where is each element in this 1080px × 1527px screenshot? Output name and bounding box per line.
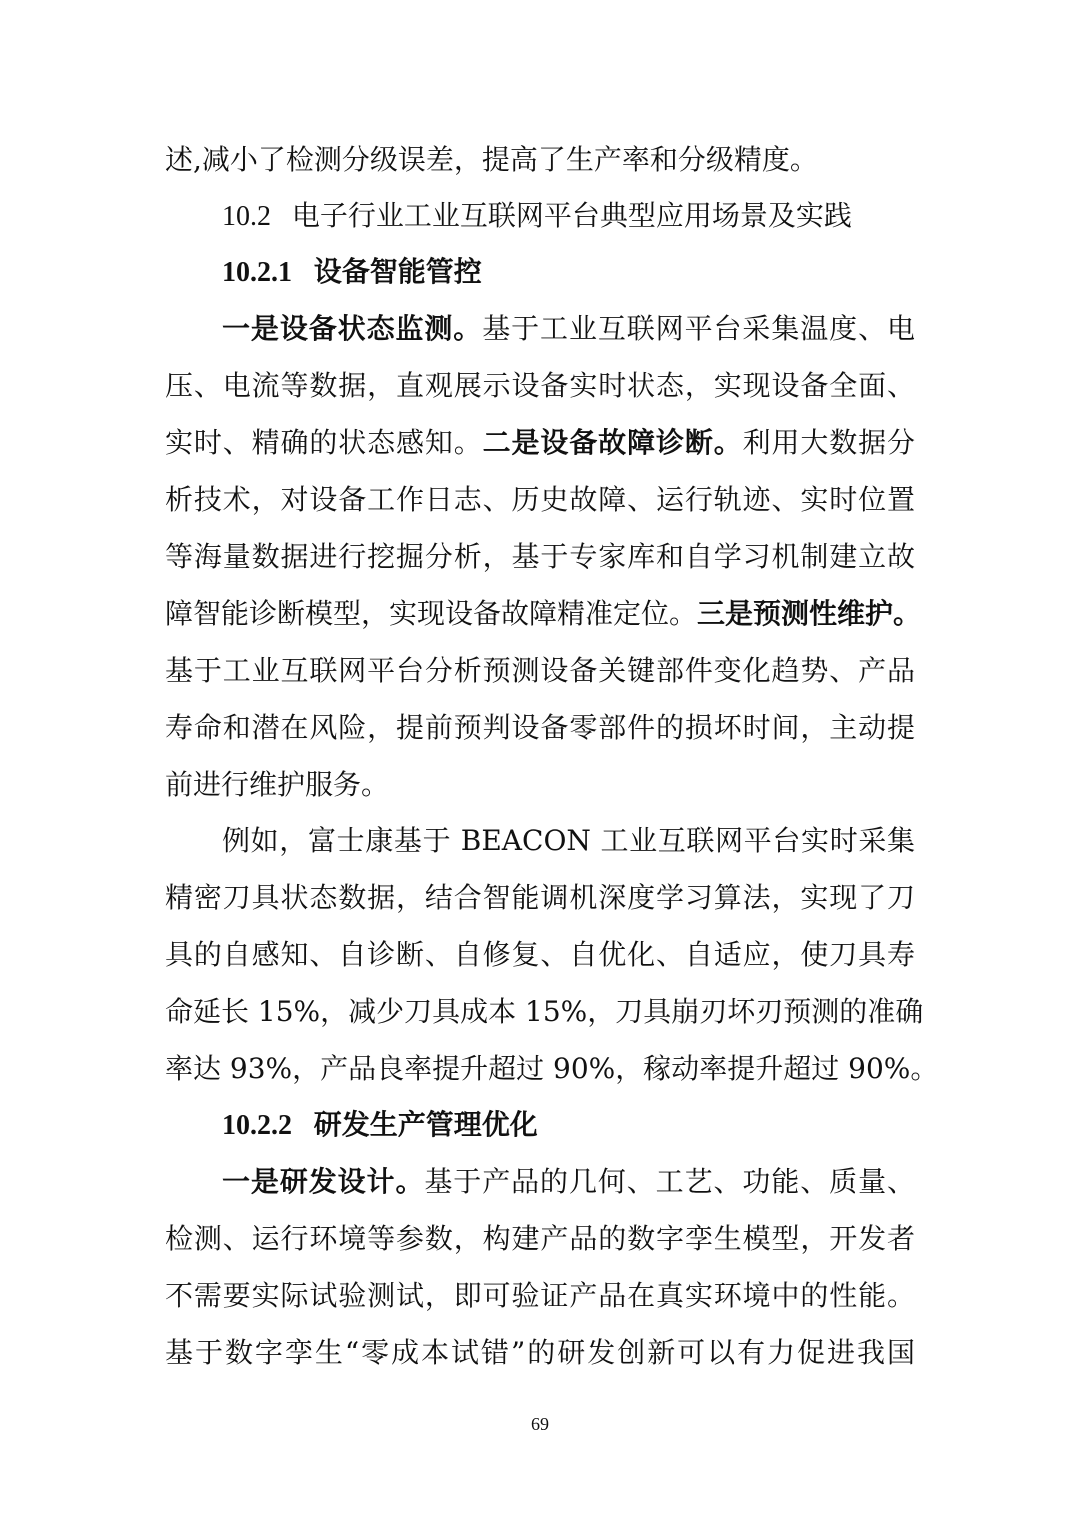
body-text: 压、电流等数据，直观展示设备实时状态，实现设备全面、	[165, 369, 915, 402]
body-text: 寿命和潜在风险，提前预判设备零部件的损坏时间，主动提	[165, 711, 915, 744]
paragraph-line	[165, 1276, 915, 1316]
paragraph-line	[165, 480, 915, 520]
body-text: 实时、精确的状态感知。	[165, 426, 483, 459]
bold-lead-text: 是设备状态监测。	[250, 312, 483, 345]
section-number: 10.2.1	[222, 257, 292, 288]
paragraph-line	[165, 765, 915, 805]
paragraph-line	[165, 1219, 915, 1259]
paragraph-line	[165, 594, 922, 634]
body-text: 命延长 15%，减少刀具成本 15%，刀具崩刃坏刃预测的准确	[165, 995, 924, 1028]
paragraph-line	[222, 309, 915, 349]
paragraph-line	[165, 651, 915, 691]
section-title: 电子行业工业互联网平台典型应用场景及实践	[291, 199, 852, 232]
section-heading-10-2-2	[222, 1105, 538, 1146]
page-number: 69	[531, 1414, 549, 1434]
paragraph-line	[222, 821, 915, 861]
body-text: 基于产品的几何、工艺、功能、质量、	[424, 1165, 915, 1198]
section-title: 设备智能管控	[313, 255, 482, 288]
paragraph-line	[165, 1049, 939, 1089]
body-text: 障智能诊断模型，实现设备故障精准定位。	[165, 597, 698, 630]
body-text: 检测、运行环境等参数，构建产品的数字孪生模型，开发者	[165, 1222, 915, 1255]
section-title: 研发生产管理优化	[313, 1108, 538, 1141]
bold-lead-text: 二是设备故障诊断。	[482, 426, 743, 459]
body-text: 不需要实际试验测试，即可验证产品在真实环境中的性能。	[165, 1279, 915, 1312]
bold-lead-text: 一是研发设计。	[222, 1165, 425, 1198]
paragraph-line	[165, 708, 915, 748]
body-text: 基于工业互联网平台分析预测设备关键部件变化趋势、产品	[165, 654, 915, 687]
section-heading-10-2	[222, 196, 852, 237]
bold-lead-text: 三是预测性维护。	[697, 597, 922, 630]
body-text: 前进行维护服务。	[165, 768, 390, 801]
section-number: 10.2	[222, 201, 271, 232]
paragraph-line	[165, 935, 915, 975]
paragraph-line	[222, 1162, 915, 1202]
paragraph-line	[165, 366, 915, 406]
body-text: 等海量数据进行挖掘分析，基于专家库和自学习机制建立故	[165, 540, 915, 573]
paragraph-line	[165, 992, 924, 1032]
paragraph-line	[165, 537, 915, 577]
body-text: 利用大数据分	[742, 426, 915, 459]
body-text: 精密刀具状态数据，结合智能调机深度学习算法，实现了刀	[165, 881, 915, 914]
body-text: 析技术，对设备工作日志、历史故障、运行轨迹、实时位置	[165, 483, 915, 516]
body-text: 例如，富士康基于 BEACON 工业互联网平台实时采集	[222, 824, 915, 857]
paragraph-line	[165, 878, 915, 918]
body-text: 率达 93%，产品良率提升超过 90%，稼动率提升超过 90%。	[165, 1052, 939, 1085]
body-text: 基于数字孪生“零成本试错”的研发创新可以有力促进我国	[165, 1336, 915, 1369]
paragraph-line	[165, 423, 915, 463]
paragraph-line	[165, 140, 915, 180]
section-heading-10-2-1	[222, 252, 482, 293]
section-number: 10.2.2	[222, 1110, 292, 1141]
bold-lead-char: 一	[222, 312, 251, 345]
body-text: 述,减小了检测分级误差，提高了生产率和分级精度。	[165, 143, 818, 176]
body-text: 具的自感知、自诊断、自修复、自优化、自适应，使刀具寿	[165, 938, 915, 971]
paragraph-line	[165, 1333, 915, 1373]
body-text: 基于工业互联网平台采集温度、电	[482, 312, 915, 345]
